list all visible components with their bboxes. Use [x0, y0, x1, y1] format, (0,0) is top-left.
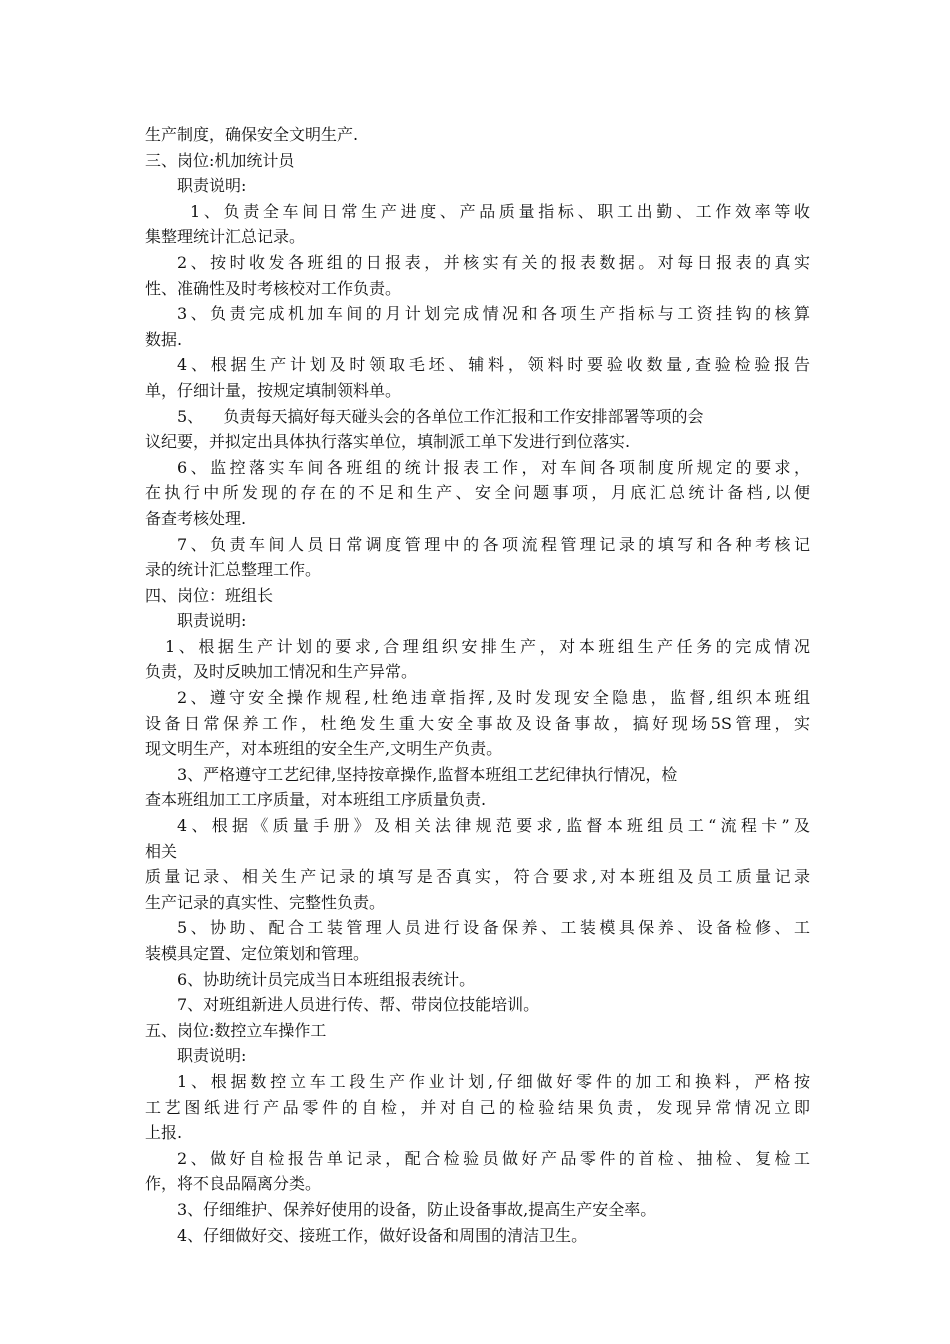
text-line: 现文明生产，对本班组的安全生产,文明生产负责。 — [145, 739, 503, 759]
text-line: 备查考核处理. — [145, 508, 247, 528]
text-line: 相关 — [145, 841, 178, 861]
document-page — [145, 122, 810, 1248]
text-line: 生产制度，确保安全文明生产. — [145, 125, 359, 144]
text-line: 3、严格遵守工艺纪律,坚持按章操作,监督本班组工艺纪律执行情况，检 — [177, 764, 678, 784]
text-line: 5、 负责每天搞好每天碰头会的各单位工作汇报和工作安排部署等项的会 — [177, 406, 704, 426]
text-line: 查本班组加工工序质量，对本班组工序质量负责. — [145, 790, 487, 810]
section-heading: 五、岗位:数控立车操作工 — [145, 1020, 327, 1040]
text-line: 1、根据数控立车工段生产作业计划,仔细做好零件的加工和换料，严格按 — [177, 1071, 810, 1091]
text-line: 单，仔细计量，按规定填制领料单。 — [145, 380, 402, 400]
text-line: 7、对班组新进人员进行传、帮、带岗位技能培训。 — [177, 995, 540, 1015]
text-line: 3、负责完成机加车间的月计划完成情况和各项生产指标与工资挂钩的核算 — [177, 304, 810, 324]
text-line: 议纪要，并拟定出具体执行落实单位，填制派工单下发进行到位落实. — [145, 432, 631, 452]
text-line: 工艺图纸进行产品零件的自检，并对自己的检验结果负责，发现异常情况立即 — [145, 1097, 810, 1117]
text-line: 生产记录的真实性、完整性负责。 — [145, 892, 386, 912]
subheading: 职责说明: — [177, 1046, 247, 1066]
text-line: 6、协助统计员完成当日本班组报表统计。 — [177, 969, 476, 989]
text-line: 5、协助、配合工装管理人员进行设备保养、工装模具保养、设备检修、工 — [177, 918, 810, 938]
text-line: 3、仔细维护、保养好使用的设备，防止设备事故,提高生产安全率。 — [177, 1199, 657, 1219]
text-line: 1、负责全车间日常生产进度、产品质量指标、职工出勤、工作效率等收 — [190, 201, 810, 221]
text-line: 性、准确性及时考核校对工作负责。 — [145, 278, 402, 298]
subheading: 职责说明: — [177, 176, 247, 196]
text-line: 7、负责车间人员日常调度管理中的各项流程管理记录的填写和各种考核记 — [177, 534, 810, 554]
text-line: 4、根据生产计划及时领取毛坯、辅料，领料时要验收数量,查验检验报告 — [177, 355, 810, 375]
text-line: 设备日常保养工作，杜绝发生重大安全事故及设备事故，搞好现场5S管理，实 — [145, 713, 810, 733]
text-line: 在执行中所发现的存在的不足和生产、安全问题事项，月底汇总统计备档,以便 — [145, 483, 810, 503]
text-line: 负责，及时反映加工情况和生产异常。 — [145, 662, 418, 682]
subheading: 职责说明: — [177, 611, 247, 631]
section-heading: 四、岗位：班组长 — [145, 585, 274, 605]
text-line: 作，将不良品隔离分类。 — [145, 1174, 322, 1194]
text-line: 6、监控落实车间各班组的统计报表工作，对车间各项制度所规定的要求， — [177, 457, 810, 477]
text-line: 装模具定置、定位策划和管理。 — [145, 944, 370, 963]
text-line: 上报. — [145, 1123, 183, 1143]
text-line: 集整理统计汇总记录。 — [145, 227, 306, 247]
section-heading: 三、岗位:机加统计员 — [145, 150, 295, 170]
text-line: 4、根据《质量手册》及相关法律规范要求,监督本班组员工“流程卡”及 — [177, 816, 810, 836]
text-line: 1、根据生产计划的要求,合理组织安排生产，对本班组生产任务的完成情况 — [165, 636, 810, 656]
text-line: 2、做好自检报告单记录，配合检验员做好产品零件的首检、抽检、复检工 — [177, 1148, 810, 1168]
text-line: 数据. — [145, 329, 183, 349]
text-line: 录的统计汇总整理工作。 — [145, 560, 322, 580]
text-line: 质量记录、相关生产记录的填写是否真实，符合要求,对本班组及员工质量记录 — [145, 867, 810, 887]
text-line: 4、仔细做好交、接班工作，做好设备和周围的清洁卫生。 — [177, 1225, 588, 1245]
text-line: 2、按时收发各班组的日报表，并核实有关的报表数据。对每日报表的真实 — [177, 252, 810, 272]
text-line: 2、遵守安全操作规程,杜绝违章指挥,及时发现安全隐患，监督,组织本班组 — [177, 688, 810, 708]
